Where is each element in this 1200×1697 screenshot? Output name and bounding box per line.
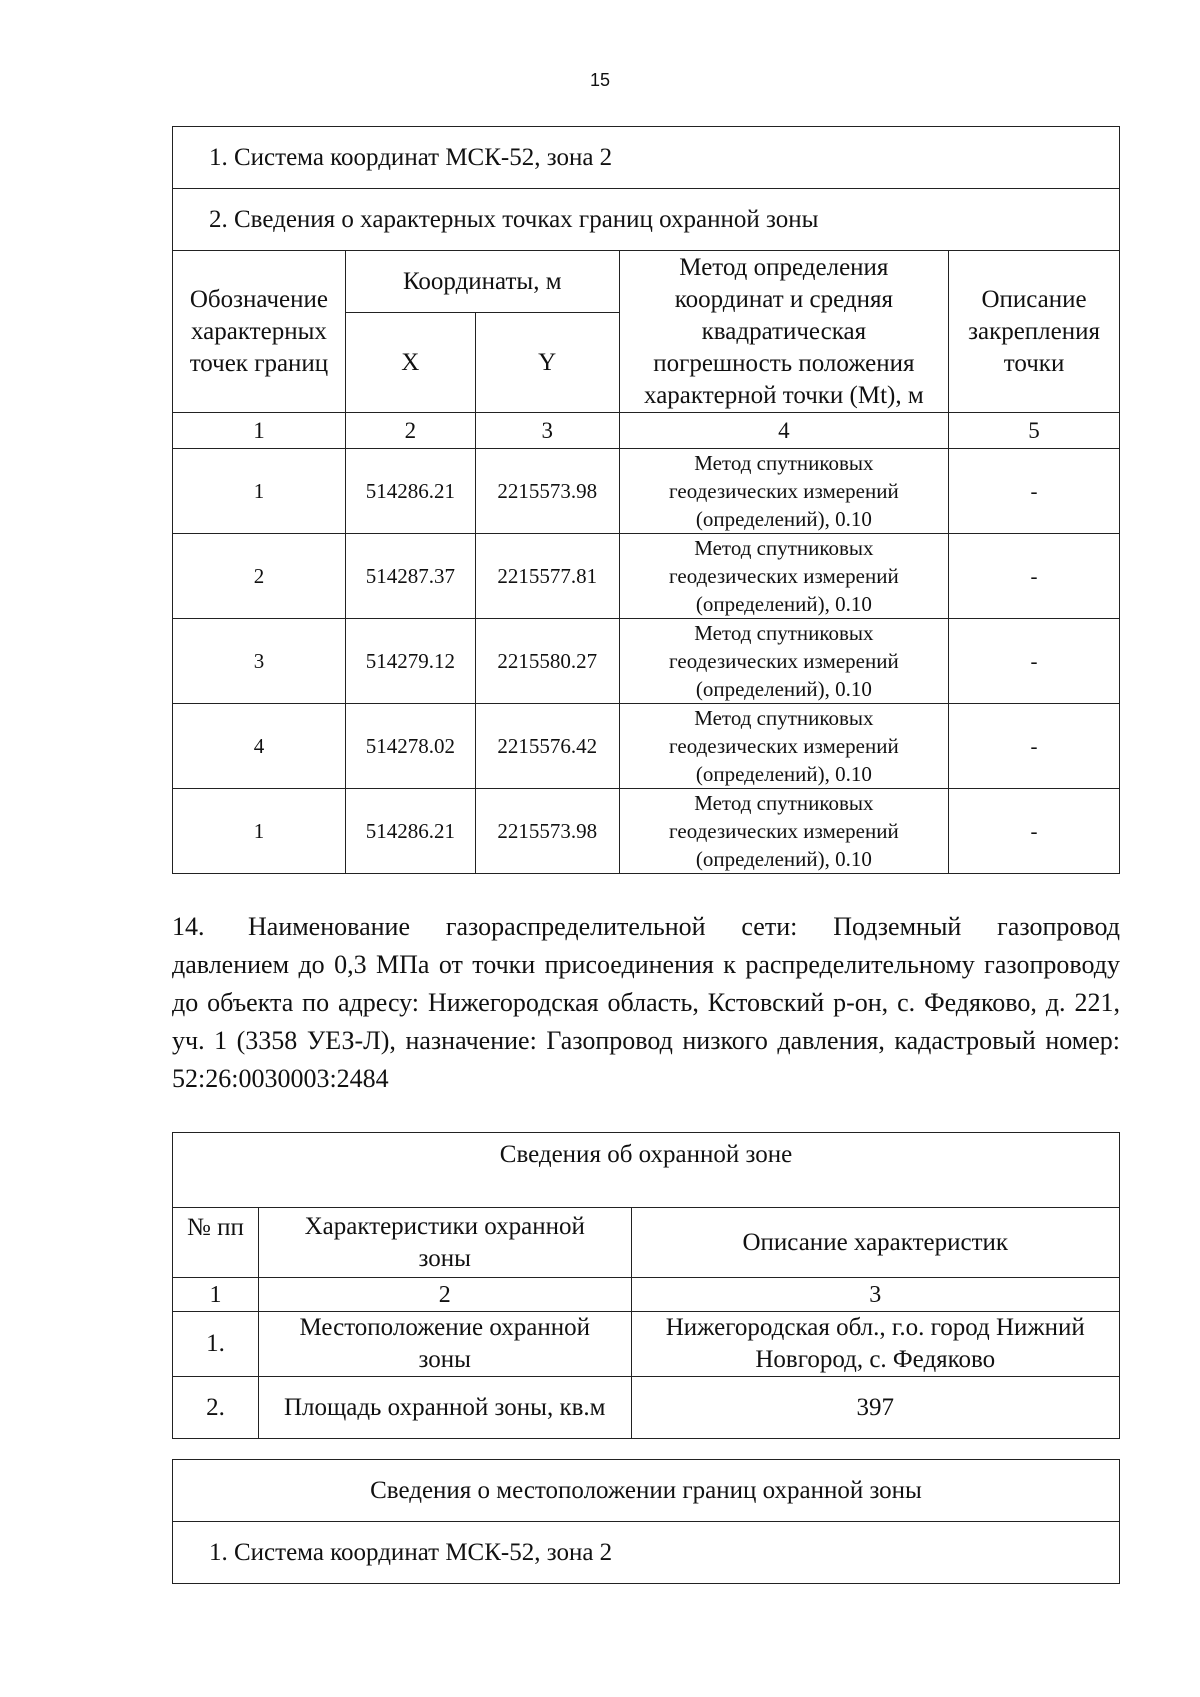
table-row: [173, 704, 1120, 789]
header-designation: Обозначение характерных точек границ: [173, 251, 346, 413]
method-cell: Метод спутниковых геодезических измерений (определений), 0.10: [619, 449, 948, 534]
boundary-location-title: Сведения о местоположении границ охранной зоны: [173, 1460, 1120, 1522]
section-title-row: 2. Сведения о характерных точках границ охранной зоны: [173, 189, 1120, 251]
point-number: 1: [173, 789, 346, 874]
header-y: Y: [475, 313, 619, 413]
point-number: 4: [173, 704, 346, 789]
network-description-paragraph: [172, 908, 1120, 1098]
column-number: 2: [258, 1278, 631, 1312]
paragraph-text: Наименование газораспределительной сети: Подземный газопровод давлением до 0,3 МПа от точки присоединения к распределительному газопроводу до объекта по адресу: Нижегородская область, Кстовский р-он, с. Федяково, д. 221, уч. 1 (3358 УЕЗ-Л), назначение: Газопровод низкого давления, кадастровый номер: 52:26:0030003:2484: [172, 912, 1120, 1093]
coord-x: 514286.21: [345, 449, 475, 534]
characteristic-value: 397: [631, 1377, 1119, 1439]
method-cell: Метод спутниковых геодезических измерений (определений), 0.10: [619, 704, 948, 789]
characteristic-name: Площадь охранной зоны, кв.м: [258, 1377, 631, 1439]
table-row: [173, 534, 1120, 619]
coord-x: 514287.37: [345, 534, 475, 619]
fixation-description: -: [949, 534, 1120, 619]
method-cell: Метод спутниковых геодезических измерений (определений), 0.10: [619, 534, 948, 619]
fixation-description: -: [949, 704, 1120, 789]
header-description: Описание закрепления точки: [949, 251, 1120, 413]
coord-x: 514278.02: [345, 704, 475, 789]
protection-zone-info-table: [172, 1132, 1120, 1439]
table-row: [173, 619, 1120, 704]
coord-x: 514286.21: [345, 789, 475, 874]
table-row: [173, 789, 1120, 874]
coord-y: 2215576.42: [475, 704, 619, 789]
boundary-points-table: [172, 126, 1120, 874]
column-number: 3: [475, 413, 619, 449]
column-number: 2: [345, 413, 475, 449]
coordinate-system-row: 1. Система координат МСК-52, зона 2: [173, 127, 1120, 189]
characteristic-name: Местоположение охранной зоны: [258, 1312, 631, 1377]
coord-y: 2215573.98: [475, 789, 619, 874]
column-number: 5: [949, 413, 1120, 449]
header-characteristics-description: Описание характеристик: [631, 1208, 1119, 1278]
boundary-location-table: [172, 1459, 1120, 1584]
fixation-description: -: [949, 619, 1120, 704]
header-coordinates: Координаты, м: [345, 251, 619, 313]
table-row: [173, 449, 1120, 534]
coord-x: 514279.12: [345, 619, 475, 704]
row-number: 1.: [173, 1312, 259, 1377]
coord-y: 2215573.98: [475, 449, 619, 534]
characteristic-value: Нижегородская обл., г.о. город Нижний Новгород, с. Федяково: [631, 1312, 1119, 1377]
method-cell: Метод спутниковых геодезических измерений (определений), 0.10: [619, 619, 948, 704]
page-number: 15: [589, 70, 611, 90]
column-number: 1: [173, 1278, 259, 1312]
column-number: 1: [173, 413, 346, 449]
point-number: 2: [173, 534, 346, 619]
method-cell: Метод спутниковых геодезических измерений (определений), 0.10: [619, 789, 948, 874]
coord-y: 2215580.27: [475, 619, 619, 704]
column-number: 4: [619, 413, 948, 449]
header-characteristics: Характеристики охранной зоны: [258, 1208, 631, 1278]
coordinate-system-row: 1. Система координат МСК-52, зона 2: [173, 1522, 1120, 1584]
header-method: Метод определения координат и средняя квадратическая погрешность положения характерной точки (Mt), м: [619, 251, 948, 413]
column-number: 3: [631, 1278, 1119, 1312]
fixation-description: -: [949, 449, 1120, 534]
point-number: 1: [173, 449, 346, 534]
header-number: № пп: [173, 1208, 259, 1278]
paragraph-number: 14.: [172, 912, 205, 941]
coord-y: 2215577.81: [475, 534, 619, 619]
row-number: 2.: [173, 1377, 259, 1439]
zone-info-title: Сведения об охранной зоне: [173, 1133, 1120, 1208]
header-x: X: [345, 313, 475, 413]
fixation-description: -: [949, 789, 1120, 874]
point-number: 3: [173, 619, 346, 704]
